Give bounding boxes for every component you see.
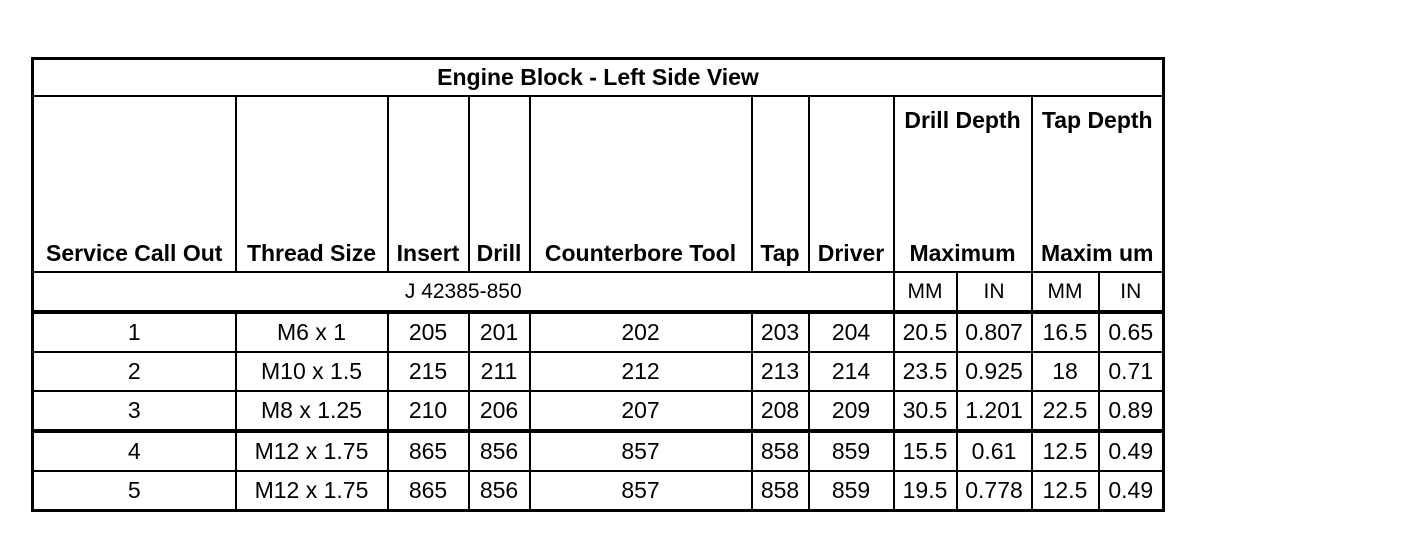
header-drill-depth <box>894 96 1032 272</box>
cell-tap-depth-mm: 12.5 <box>1032 471 1099 511</box>
cell-counterbore-tool: 857 <box>530 431 752 471</box>
header-service-call-out: Service Call Out <box>33 96 236 272</box>
cell-tap-depth-mm: 18 <box>1032 352 1099 391</box>
header-tap-depth-maximum: Maxim um <box>1041 240 1154 266</box>
cell-service-call-out: 3 <box>33 391 236 431</box>
cell-insert: 215 <box>388 352 469 391</box>
cell-tap-depth-mm: 16.5 <box>1032 312 1099 352</box>
cell-tap-depth-in: 0.49 <box>1099 471 1164 511</box>
header-tap-depth-label: Tap Depth <box>1041 107 1153 133</box>
header-counterbore-tool: Counterbore Tool <box>530 96 752 272</box>
cell-tap-depth-mm: 12.5 <box>1032 431 1099 471</box>
cell-drill-depth-mm: 30.5 <box>894 391 957 431</box>
cell-drill: 856 <box>469 431 530 471</box>
cell-service-call-out: 5 <box>33 471 236 511</box>
kit-label: J 42385-850 <box>33 272 894 312</box>
cell-service-call-out: 2 <box>33 352 236 391</box>
header-drill-depth-maximum: Maximum <box>909 240 1016 266</box>
cell-insert: 205 <box>388 312 469 352</box>
cell-drill-depth-mm: 19.5 <box>894 471 957 511</box>
unit-drill-in: IN <box>957 272 1032 312</box>
cell-drill-depth-mm: 20.5 <box>894 312 957 352</box>
cell-driver: 209 <box>809 391 894 431</box>
table-row <box>33 391 1164 431</box>
cell-tap-depth-mm: 22.5 <box>1032 391 1099 431</box>
unit-tap-mm: MM <box>1032 272 1099 312</box>
table-row <box>33 312 1164 352</box>
cell-driver: 859 <box>809 471 894 511</box>
cell-service-call-out: 4 <box>33 431 236 471</box>
cell-thread-size: M6 x 1 <box>236 312 388 352</box>
cell-thread-size: M12 x 1.75 <box>236 471 388 511</box>
header-driver: Driver <box>809 96 894 272</box>
table-row <box>33 431 1164 471</box>
cell-drill-depth-mm: 15.5 <box>894 431 957 471</box>
cell-drill-depth-mm: 23.5 <box>894 352 957 391</box>
cell-drill-depth-in: 1.201 <box>957 391 1032 431</box>
cell-driver: 859 <box>809 431 894 471</box>
cell-insert: 865 <box>388 431 469 471</box>
cell-counterbore-tool: 857 <box>530 471 752 511</box>
cell-thread-size: M10 x 1.5 <box>236 352 388 391</box>
cell-tap-depth-in: 0.89 <box>1099 391 1164 431</box>
table-title: Engine Block - Left Side View <box>33 59 1164 97</box>
cell-drill-depth-in: 0.925 <box>957 352 1032 391</box>
cell-tap-depth-in: 0.71 <box>1099 352 1164 391</box>
cell-counterbore-tool: 207 <box>530 391 752 431</box>
cell-tap-depth-in: 0.49 <box>1099 431 1164 471</box>
header-drill: Drill <box>469 96 530 272</box>
cell-tap: 203 <box>752 312 809 352</box>
cell-counterbore-tool: 212 <box>530 352 752 391</box>
cell-drill: 211 <box>469 352 530 391</box>
cell-driver: 204 <box>809 312 894 352</box>
table-row <box>33 471 1164 511</box>
cell-drill-depth-in: 0.807 <box>957 312 1032 352</box>
header-tap-depth <box>1032 96 1164 272</box>
cell-thread-size: M12 x 1.75 <box>236 431 388 471</box>
engine-block-table <box>31 57 1165 512</box>
unit-tap-in: IN <box>1099 272 1164 312</box>
unit-drill-mm: MM <box>894 272 957 312</box>
cell-tap: 208 <box>752 391 809 431</box>
engine-block-table-container <box>31 57 1165 512</box>
header-insert: Insert <box>388 96 469 272</box>
cell-tap-depth-in: 0.65 <box>1099 312 1164 352</box>
cell-tap: 858 <box>752 431 809 471</box>
cell-insert: 865 <box>388 471 469 511</box>
cell-insert: 210 <box>388 391 469 431</box>
cell-drill: 856 <box>469 471 530 511</box>
cell-drill-depth-in: 0.61 <box>957 431 1032 471</box>
table-row <box>33 352 1164 391</box>
cell-drill: 206 <box>469 391 530 431</box>
header-tap: Tap <box>752 96 809 272</box>
cell-service-call-out: 1 <box>33 312 236 352</box>
cell-drill: 201 <box>469 312 530 352</box>
cell-driver: 214 <box>809 352 894 391</box>
cell-tap: 213 <box>752 352 809 391</box>
cell-tap: 858 <box>752 471 809 511</box>
header-thread-size: Thread Size <box>236 96 388 272</box>
cell-drill-depth-in: 0.778 <box>957 471 1032 511</box>
cell-thread-size: M8 x 1.25 <box>236 391 388 431</box>
cell-counterbore-tool: 202 <box>530 312 752 352</box>
header-drill-depth-label: Drill Depth <box>904 107 1021 133</box>
